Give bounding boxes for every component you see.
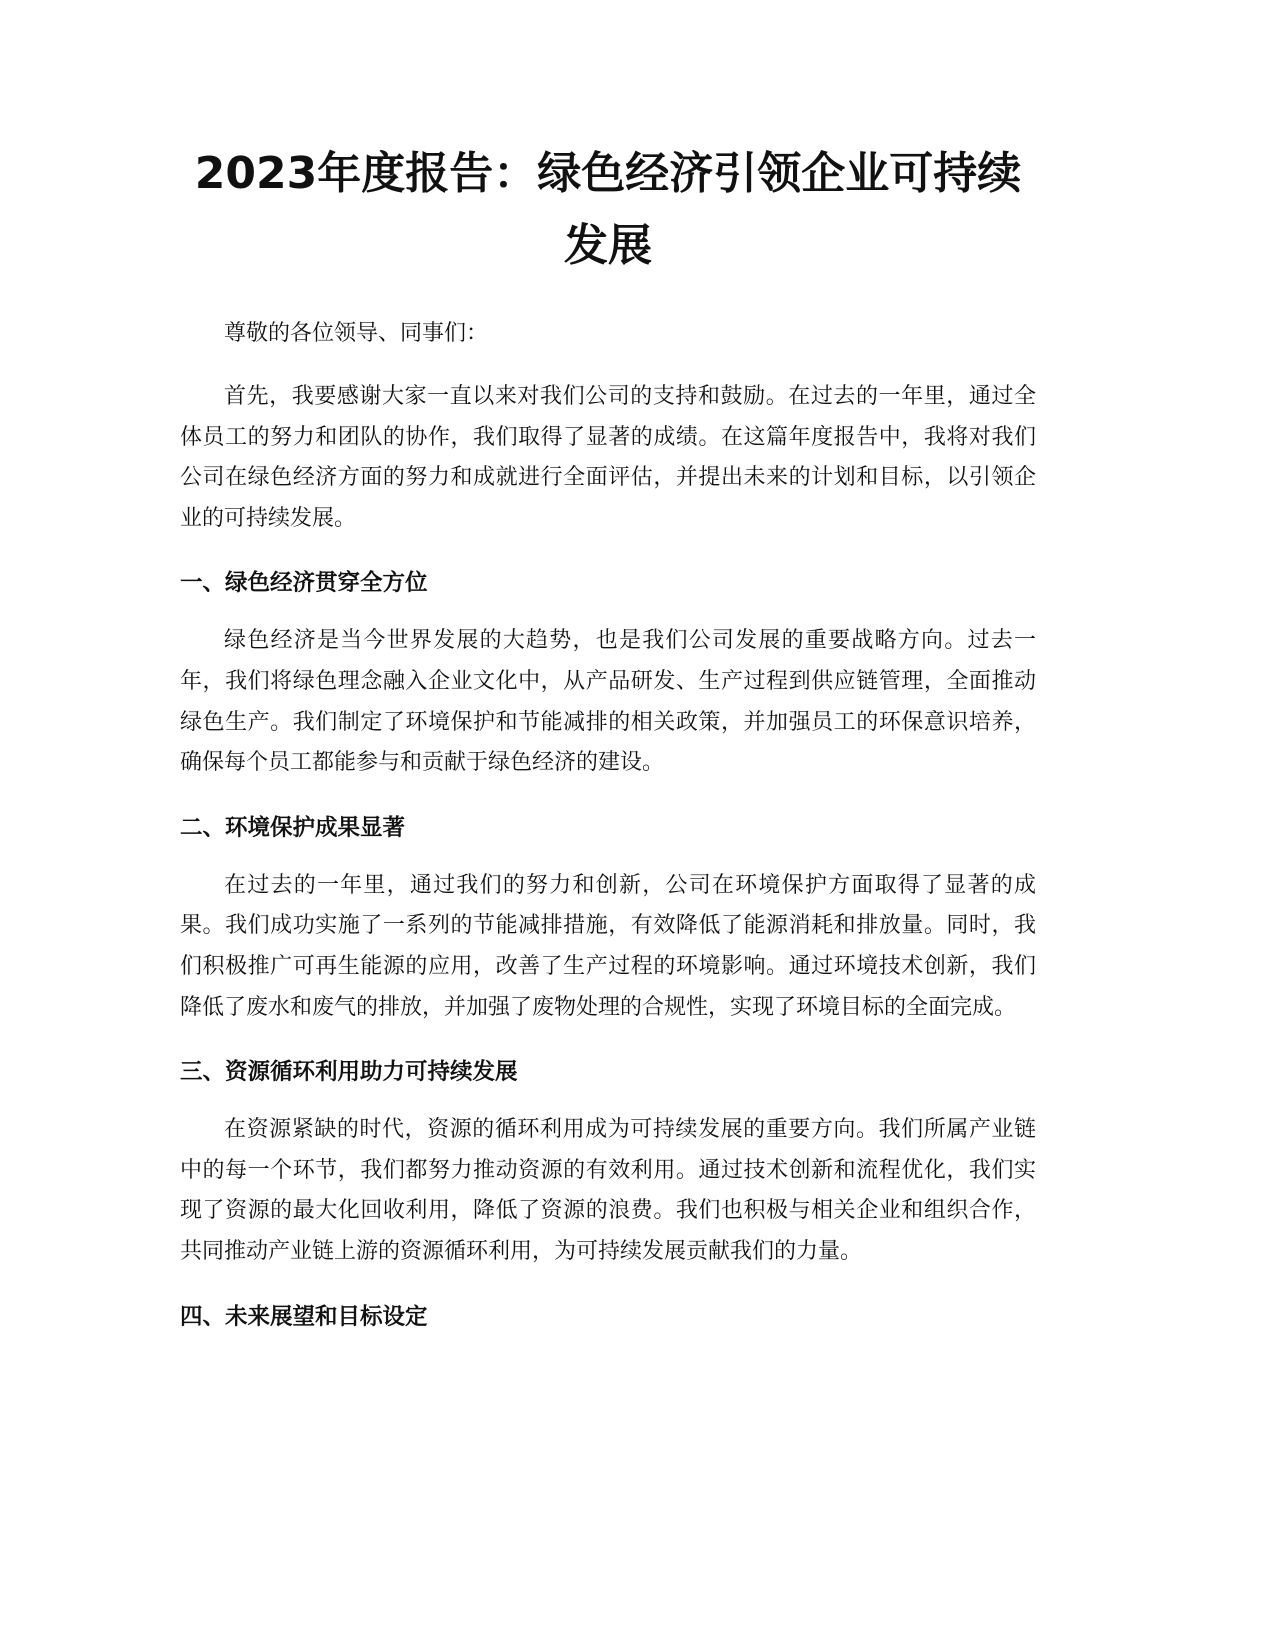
section-body-1: 绿色经济是当今世界发展的大趋势，也是我们公司发展的重要战略方向。过去一年，我们将绿色理念融入企业文化中，从产品研发、生产过程到供应链管理，全面推动绿色生产。我们制定了环境保护和节能减排的相关政策，并加强员工的环保意识培养，确保每个员工都能参与和贡献于绿色经济的建设。 xyxy=(180,628,1036,776)
document-page xyxy=(180,0,1036,1650)
intro-paragraph: 首先，我要感谢大家一直以来对我们公司的支持和鼓励。在过去的一年里，通过全体员工的努力和团队的协作，我们取得了显著的成绩。在这篇年度报告中，我将对我们公司在绿色经济方面的努力和成就进行全面评估，并提出未来的计划和目标，以引领企业的可持续发展。 xyxy=(180,384,1036,531)
section-heading-3: 三、资源循环利用助力可持续发展 xyxy=(180,1059,518,1086)
section-heading-4: 四、未来展望和目标设定 xyxy=(180,1303,428,1330)
section-body-2: 在过去的一年里，通过我们的努力和创新，公司在环境保护方面取得了显著的成果。我们成功实施了一系列的节能减排措施，有效降低了能源消耗和排放量。同时，我们积极推广可再生能源的应用，改善了生产过程的环境影响。通过环境技术创新，我们降低了废水和废气的排放，并加强了废物处理的合规性，实现了环境目标的全面完成。 xyxy=(180,872,1036,1020)
salutation: 尊敬的各位领导、同事们： xyxy=(224,321,489,346)
section-body-3: 在资源紧缺的时代，资源的循环利用成为可持续发展的重要方向。我们所属产业链中的每一个环节，我们都努力推动资源的有效利用。通过技术创新和流程优化，我们实现了资源的最大化回收利用，降低了资源的浪费。我们也积极与相关企业和组织合作，共同推动产业链上游的资源循环利用，为可持续发展贡献我们的力量。 xyxy=(180,1117,1036,1264)
document-title: 2023年度报告：绿色经济引领企业可持续发展 xyxy=(194,148,1022,271)
section-heading-1: 一、绿色经济贯穿全方位 xyxy=(180,570,428,597)
section-heading-2: 二、环境保护成果显著 xyxy=(180,814,406,841)
